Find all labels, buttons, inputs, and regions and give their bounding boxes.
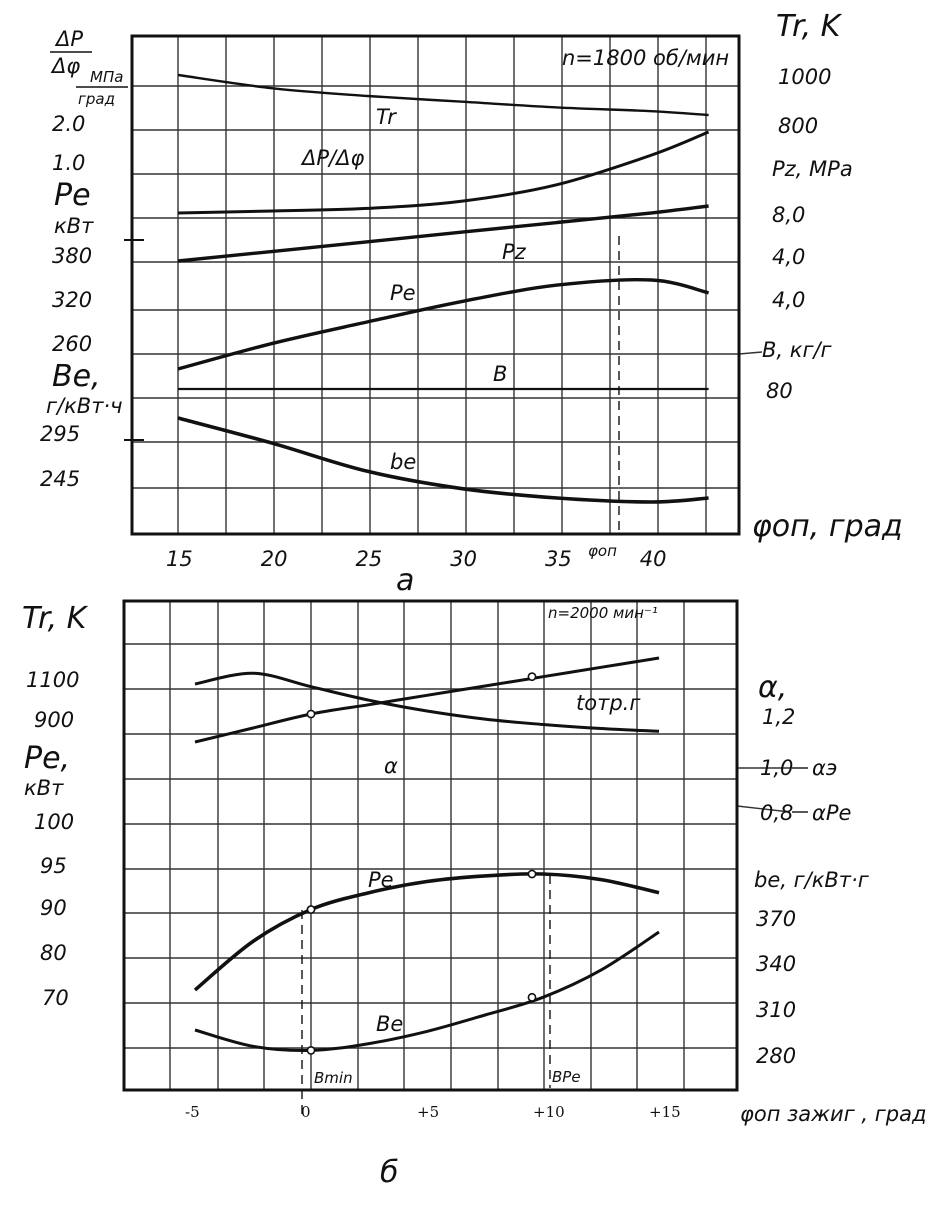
left-tick-1: 1.0 <box>52 151 86 175</box>
series-b-label: B <box>493 362 508 386</box>
gridlines-a <box>124 36 762 534</box>
left-label-kw: кВт <box>54 214 94 238</box>
right-tick-1-0: 1,0 <box>760 756 794 780</box>
right-label-b: B, кг/г <box>762 338 832 362</box>
x-tick-label: +15 <box>649 1103 681 1121</box>
left-label-gkwh: г/кВт·ч <box>46 394 123 418</box>
left-tick-2: 2.0 <box>52 112 86 136</box>
x-tick-label: -5 <box>185 1103 200 1121</box>
marked-point-series <box>307 710 314 717</box>
right-label-pz: Pz, MPa <box>772 157 853 181</box>
right-tick-1000: 1000 <box>778 65 832 89</box>
right-tick-8: 8,0 <box>772 203 806 227</box>
x-tick-label: 40 <box>639 547 667 571</box>
b-axis-stub <box>739 352 762 354</box>
left-label-be: Be, <box>52 359 101 394</box>
series-pe-label: Pe <box>368 868 394 892</box>
marked-point-be <box>528 994 535 1001</box>
x-tick-label: +5 <box>417 1103 440 1121</box>
right-tick-80: 80 <box>766 379 793 403</box>
marked-point-pe <box>307 906 314 913</box>
left-tick-245: 245 <box>40 467 81 491</box>
series-p-line <box>178 132 709 213</box>
annotation-bpe: BPe <box>552 1068 581 1086</box>
series-tотр-г-label: tотр.г <box>576 691 641 715</box>
left-label-tr-b: Tr, K <box>22 601 87 636</box>
gridlines-b <box>124 601 790 1090</box>
marked-point-be <box>307 1047 314 1054</box>
note-a: n=1800 об/мин <box>562 46 730 70</box>
left-tick-80: 80 <box>40 941 67 965</box>
x-ticks-b <box>185 1103 681 1121</box>
x-marker-label: φоп <box>588 542 617 560</box>
left-label-dphi: Δφ <box>52 54 81 78</box>
left-label-grad: град <box>78 90 115 108</box>
right-tick-1-2: 1,2 <box>762 705 796 729</box>
series-tr-line <box>178 75 709 115</box>
plot-frame-b <box>124 601 737 1090</box>
series-series-label: α <box>384 754 398 778</box>
x-tick-label: +10 <box>533 1103 565 1121</box>
left-tick-100: 100 <box>34 810 75 834</box>
left-tick-70: 70 <box>42 986 69 1010</box>
panel-label-a: а <box>396 563 415 598</box>
left-tick-260: 260 <box>52 332 93 356</box>
right-label-be-b: be, г/кВт·г <box>754 868 869 892</box>
right-label-tr: Tr, K <box>776 9 841 44</box>
x-axis-label-a: φоп, град <box>752 509 903 544</box>
left-tick-900: 900 <box>34 708 75 732</box>
left-tick-320: 320 <box>52 288 93 312</box>
left-label-kw-b: кВт <box>24 776 64 800</box>
right-tick-4b: 4,0 <box>772 288 806 312</box>
chart-panel-a <box>40 9 903 598</box>
left-tick-90: 90 <box>40 896 67 920</box>
left-tick-1100: 1100 <box>26 668 80 692</box>
right-tick-340: 340 <box>756 952 797 976</box>
series-be-line <box>178 418 709 502</box>
left-label-dp: ΔP <box>56 27 84 51</box>
x-axis-label-b: φоп зажиг , град <box>740 1102 927 1126</box>
right-tick-370: 370 <box>756 907 797 931</box>
x-tick-label: 20 <box>260 547 288 571</box>
right-tick-310: 310 <box>756 998 797 1022</box>
annotation-bmin: Bmin <box>314 1069 353 1087</box>
left-label-mpa: MПа <box>90 68 124 86</box>
left-tick-380: 380 <box>52 244 93 268</box>
series-be-label: be <box>390 450 417 474</box>
x-tick-label: 35 <box>545 547 572 571</box>
series-pz-line <box>178 206 709 261</box>
chart-panel-b <box>22 601 927 1190</box>
panel-label-b: б <box>380 1155 399 1190</box>
series-tr-label: Tr <box>376 105 396 129</box>
left-label-pe-b: Pe, <box>24 741 71 776</box>
series-pe-line <box>178 280 709 369</box>
x-tick-label: 15 <box>166 547 193 571</box>
annotation-alpha-pe: αPe <box>812 801 852 825</box>
right-tick-280: 280 <box>756 1044 797 1068</box>
marked-point-series <box>528 673 535 680</box>
series-pe-label: Pe <box>390 281 416 305</box>
right-label-alpha: α, <box>758 670 788 705</box>
x-tick-label: 0 <box>301 1103 311 1121</box>
series-pz-label: Pz <box>502 240 526 264</box>
series-p-label: ΔP/Δφ <box>302 146 365 170</box>
right-tick-0-8: 0,8 <box>760 801 794 825</box>
marked-point-pe <box>528 870 535 877</box>
annotation-alpha-e: αэ <box>812 756 838 780</box>
left-tick-95: 95 <box>40 854 67 878</box>
left-tick-295: 295 <box>40 422 81 446</box>
right-tick-4a: 4,0 <box>772 245 806 269</box>
series-be-label: Be <box>376 1012 404 1036</box>
note-b: n=2000 мин⁻¹ <box>548 604 658 622</box>
left-label-pe: Pe <box>54 178 91 213</box>
x-tick-label: 30 <box>450 547 477 571</box>
curves-a <box>178 75 709 502</box>
x-tick-label: 25 <box>355 547 383 571</box>
right-tick-800: 800 <box>778 114 819 138</box>
